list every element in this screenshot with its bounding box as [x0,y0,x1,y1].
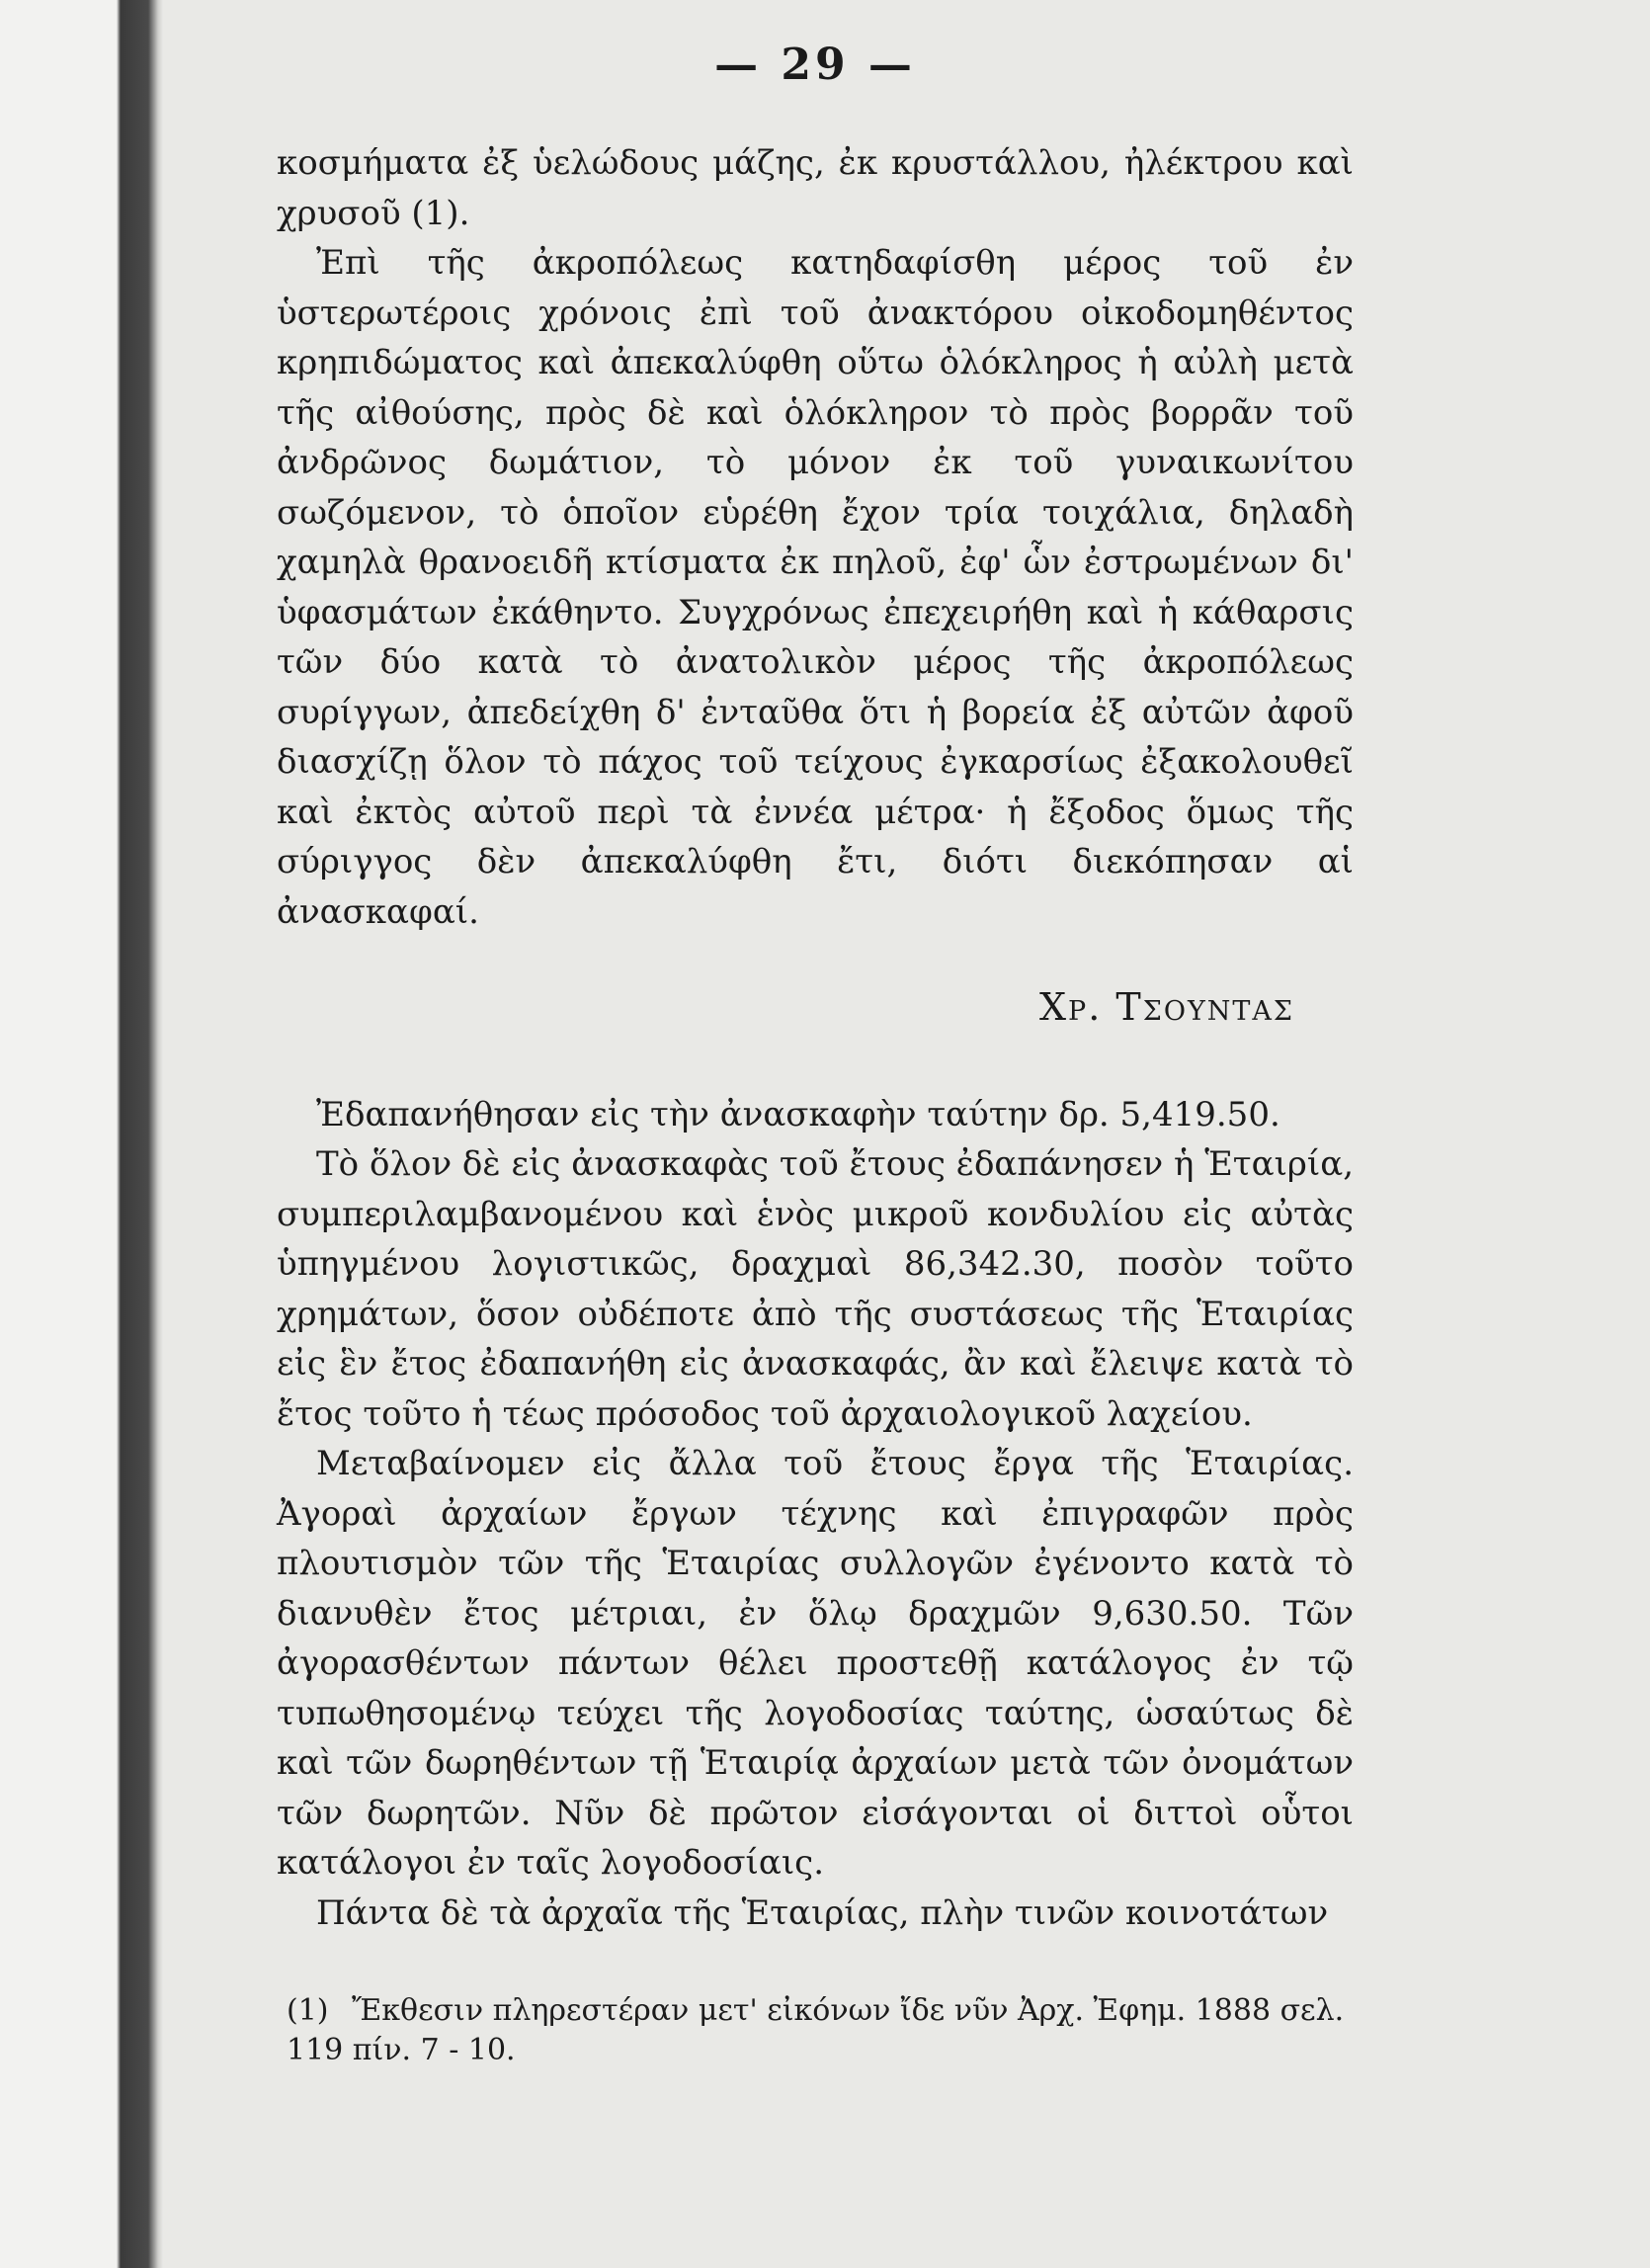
body-text [277,138,1354,1938]
footnote-text: Ἔκθεσιν πληρεστέραν μετ' εἰκόνων ἴδε νῦν Ἀρχ. Ἐφημ. 1888 σελ. 119 πίν. 7 - 10. [287,1993,1345,2067]
paragraph-total-expenses: Τὸ ὅλον δὲ εἰς ἀνασκαφὰς τοῦ ἔτους ἐδαπάνησεν ἡ Ἑταιρία, συμπεριλαμβανομένου καὶ ἑνὸς μικροῦ κονδυλίου εἰς αὐτὰς ὑπηγμένου λογιστικῶς, δραχμαὶ 86,342.30, ποσὸν τοῦτο χρημάτων, ὅσον οὐδέποτε ἀπὸ τῆς συστάσεως τῆς Ἑταιρίας εἰς ἓν ἔτος ἐδαπανήθη εἰς ἀνασκαφάς, ἂν καὶ ἔλειψε κατὰ τὸ ἔτος τοῦτο ἡ τέως πρόσοδος τοῦ ἀρχαιολογικοῦ λαχείου. [277,1144,1354,1434]
footnote-mark: (1) [287,1993,329,2028]
page-number: — 29 — [714,40,916,90]
paragraph-continuation: κοσμήματα ἐξ ὑελώδους μάζης, ἐκ κρυστάλλου, ἠλέκτρου καὶ χρυσοῦ (1). [277,143,1354,233]
author-signature: Χρ. Τσουντας [1039,985,1294,1029]
paragraph-acropolis: Ἐπὶ τῆς ἀκροπόλεως κατηδαφίσθη μέρος τοῦ ἐν ὑστερωτέροις χρόνοις ἐπὶ τοῦ ἀνακτόρου οἰκοδομηθέντος κρηπιδώματος καὶ ἀπεκαλύφθη οὕτω ὁλόκληρος ἡ αὐλὴ μετὰ τῆς αἰθούσης, πρὸς δὲ καὶ ὁλόκληρον τὸ πρὸς βορρᾶν τοῦ ἀνδρῶνος δωμάτιον, τὸ μόνον ἐκ τοῦ γυναικωνίτου σωζόμενον, τὸ ὁποῖον εὑρέθη ἔχον τρία τοιχάλια, δηλαδὴ χαμηλὰ θρανοειδῆ κτίσματα ἐκ πηλοῦ, ἐφ' ὧν ἐστρωμένων δι' ὑφασμάτων ἐκάθηντο. Συγχρόνως ἐπεχειρήθη καὶ ἡ κάθαρσις τῶν δύο κατὰ τὸ ἀνατολικὸν μέρος τῆς ἀκροπόλεως συρίγγων, ἀπεδείχθη δ' ἐνταῦθα ὅτι ἡ βορεία ἐξ αὐτῶν ἀφοῦ διασχίζῃ ὅλον τὸ πάχος τοῦ τείχους ἐγκαρσίως ἐξακολουθεῖ καὶ ἐκτὸς αὐτοῦ περὶ τὰ ἐννέα μέτρα· ἡ ἔξοδος ὅμως τῆς σύριγγος δὲν ἀπεκαλύφθη ἔτι, διότι διεκόπησαν αἱ ἀνασκαφαί. [277,243,1354,932]
book-page [267,40,1363,2214]
footnote [287,1991,1354,2070]
paragraph-acquisitions: Μεταβαίνομεν εἰς ἄλλα τοῦ ἔτους ἔργα τῆς Ἑταιρίας. Ἀγοραὶ ἀρχαίων ἔργων τέχνης καὶ ἐπιγραφῶν πρὸς πλουτισμὸν τῶν τῆς Ἑταιρίας συλλογῶν ἐγένοντο κατὰ τὸ διανυθὲν ἔτος μέτριαι, ἐν ὅλῳ δραχμῶν 9,630.50. Τῶν ἀγορασθέντων πάντων θέλει προστεθῇ κατάλογος ἐν τῷ τυπωθησομένῳ τεύχει τῆς λογοδοσίας ταύτης, ὡσαύτως δὲ καὶ τῶν δωρηθέντων τῇ Ἑταιρίᾳ ἀρχαίων μετὰ τῶν ὀνομάτων τῶν δωρητῶν. Νῦν δὲ πρῶτον εἰσάγονται οἱ διττοὶ οὗτοι κατάλογοι ἐν ταῖς λογοδοσίαις. [277,1444,1354,1883]
paragraph-antiquities: Πάντα δὲ τὰ ἀρχαῖα τῆς Ἑταιρίας, πλὴν τινῶν κοινοτάτων [316,1892,1329,1933]
paragraph-expenses: Ἐδαπανήθησαν εἰς τὴν ἀνασκαφὴν ταύτην δρ. 5,419.50. [316,1094,1280,1134]
book-binding-edge [0,0,163,2268]
